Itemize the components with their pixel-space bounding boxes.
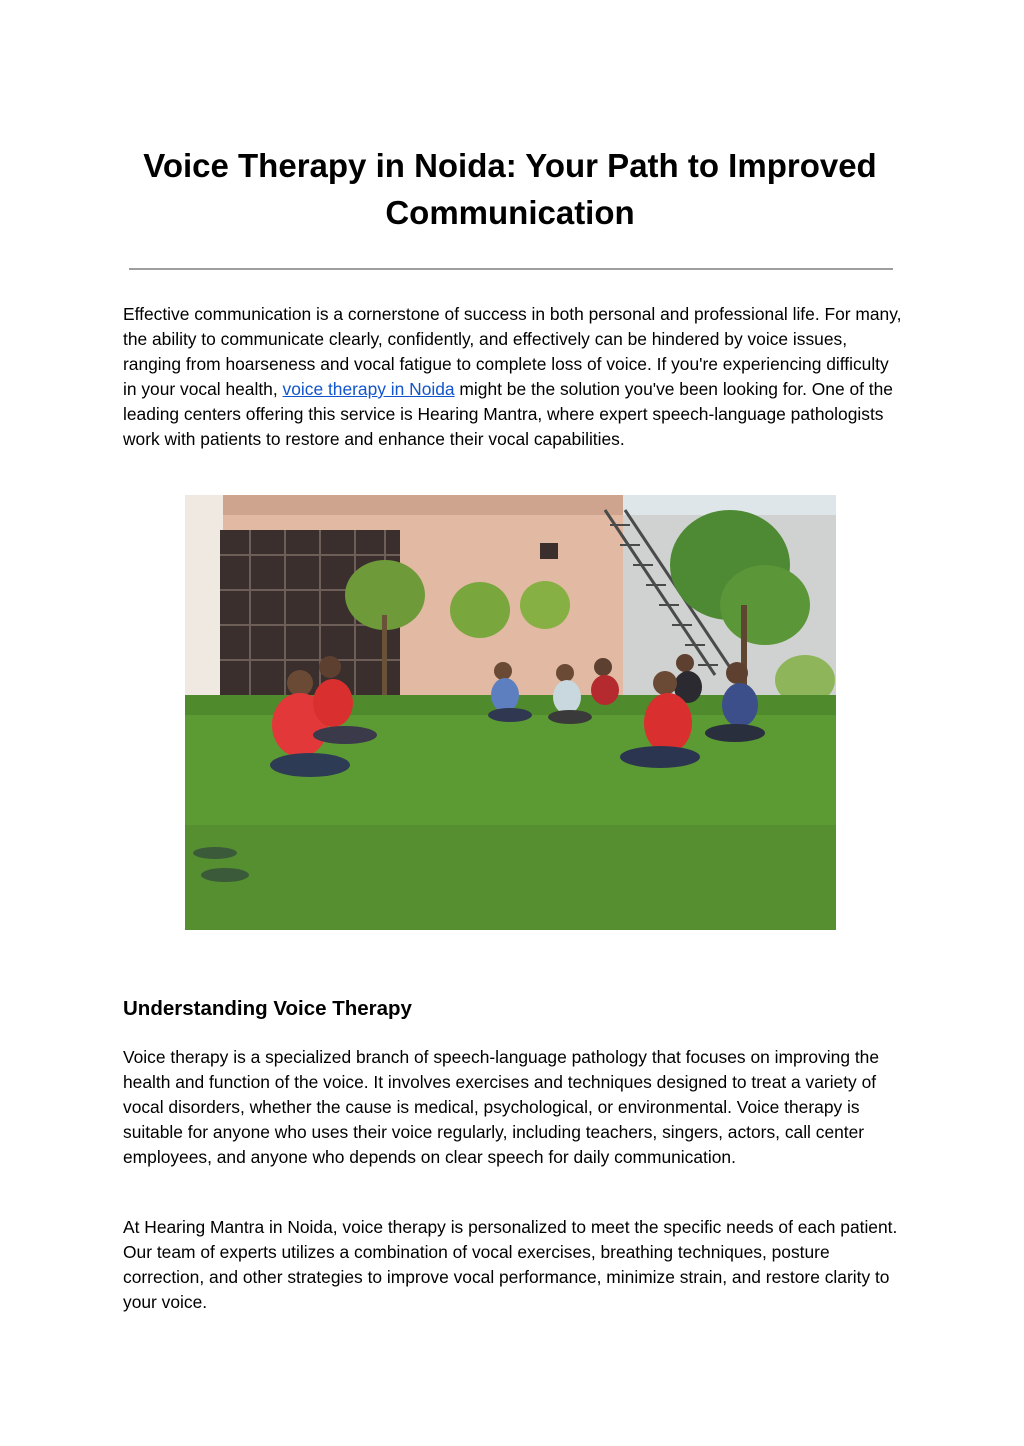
body-paragraph: Voice therapy is a specialized branch of speech-language pathology that focuses on improving the health and function of the voice. It involves exercises and techniques designed to treat a variety of vocal disorders, whether the cause is medical, psychological, or environmental. Voice therapy is suitable for anyone who uses their voice regularly, including teachers, singers, actors, call center employees, and anyone who depends on clear speech for daily communication. <box>123 1047 880 1167</box>
section-heading: Understanding Voice Therapy <box>123 997 412 1020</box>
title-divider <box>129 268 893 270</box>
intro-paragraph <box>123 302 903 452</box>
voice-therapy-link[interactable]: voice therapy in Noida <box>282 379 455 399</box>
intro-text-before-link: Effective communication is a cornerstone of success in both personal and professional life. For many, the ability to communicate clearly, confidently, and effectively can be hindered by voice issues, ranging from hoarseness and vocal fatigue to complete loss of voice. If you're experiencing difficulty in your vocal health, <box>123 304 902 399</box>
group-therapy-photo <box>185 495 836 930</box>
body-paragraph: At Hearing Mantra in Noida, voice therapy is personalized to meet the specific needs of each patient. Our team of experts utilizes a combination of vocal exercises, breathing techniques, posture correction, and other strategies to improve vocal performance, minimize strain, and restore clarity to your voice. <box>123 1217 898 1312</box>
intro-text-after-link: might be the solution you've been looking for. One of the leading centers offering this service is Hearing Mantra, where expert speech-language pathologists work with patients to restore and enhance their vocal capabilities. <box>123 379 893 449</box>
page-title: Voice Therapy in Noida: Your Path to Improved Communication <box>143 147 877 231</box>
